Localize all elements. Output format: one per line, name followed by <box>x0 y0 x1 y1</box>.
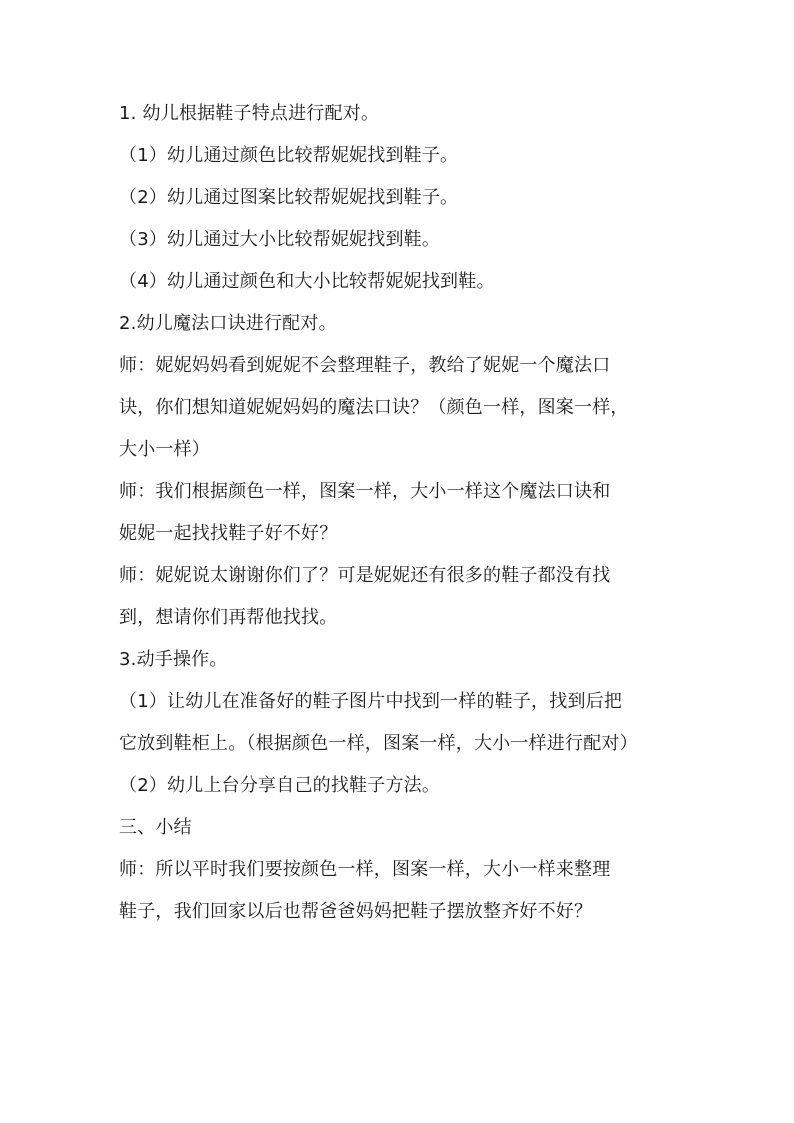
list-item-continuation: 它放到鞋柜上。（根据颜色一样，图案一样，大小一样进行配对） <box>119 733 638 754</box>
section-heading-summary: 三、小结 <box>119 817 192 838</box>
paragraph-line: 师：妮妮说太谢谢你们了？可是妮妮还有很多的鞋子都没有找 <box>119 565 611 586</box>
paragraph-line: 诀，你们想知道妮妮妈妈的魔法口诀？（颜色一样，图案一样， <box>119 397 629 418</box>
list-item: （4）幼儿通过颜色和大小比较帮妮妮找到鞋。 <box>119 271 495 292</box>
document-body <box>119 104 699 944</box>
paragraph-line: 师：我们根据颜色一样，图案一样，大小一样这个魔法口诀和 <box>119 481 611 502</box>
list-item: （2）幼儿通过图案比较帮妮妮找到鞋子。 <box>119 187 459 208</box>
paragraph-line: 大小一样） <box>119 439 210 460</box>
list-item: （1）让幼儿在准备好的鞋子图片中找到一样的鞋子，找到后把 <box>119 691 623 712</box>
list-item: （3）幼儿通过大小比较帮妮妮找到鞋。 <box>119 229 441 250</box>
section-heading-3: 3.动手操作。 <box>119 649 228 670</box>
paragraph-line: 到，想请你们再帮他找找。 <box>119 607 338 628</box>
paragraph-line: 鞋子，我们回家以后也帮爸爸妈妈把鞋子摆放整齐好不好？ <box>119 901 593 922</box>
list-item: （1）幼儿通过颜色比较帮妮妮找到鞋子。 <box>119 145 459 166</box>
list-item: （2）幼儿上台分享自己的找鞋子方法。 <box>119 775 441 796</box>
paragraph-line: 妮妮一起找找鞋子好不好？ <box>119 523 338 544</box>
section-heading-2: 2.幼儿魔法口诀进行配对。 <box>119 313 337 334</box>
section-heading-1: 1. 幼儿根据鞋子特点进行配对。 <box>119 103 380 124</box>
paragraph-line: 师：妮妮妈妈看到妮妮不会整理鞋子，教给了妮妮一个魔法口 <box>119 355 611 376</box>
paragraph-line: 师：所以平时我们要按颜色一样，图案一样，大小一样来整理 <box>119 859 611 880</box>
